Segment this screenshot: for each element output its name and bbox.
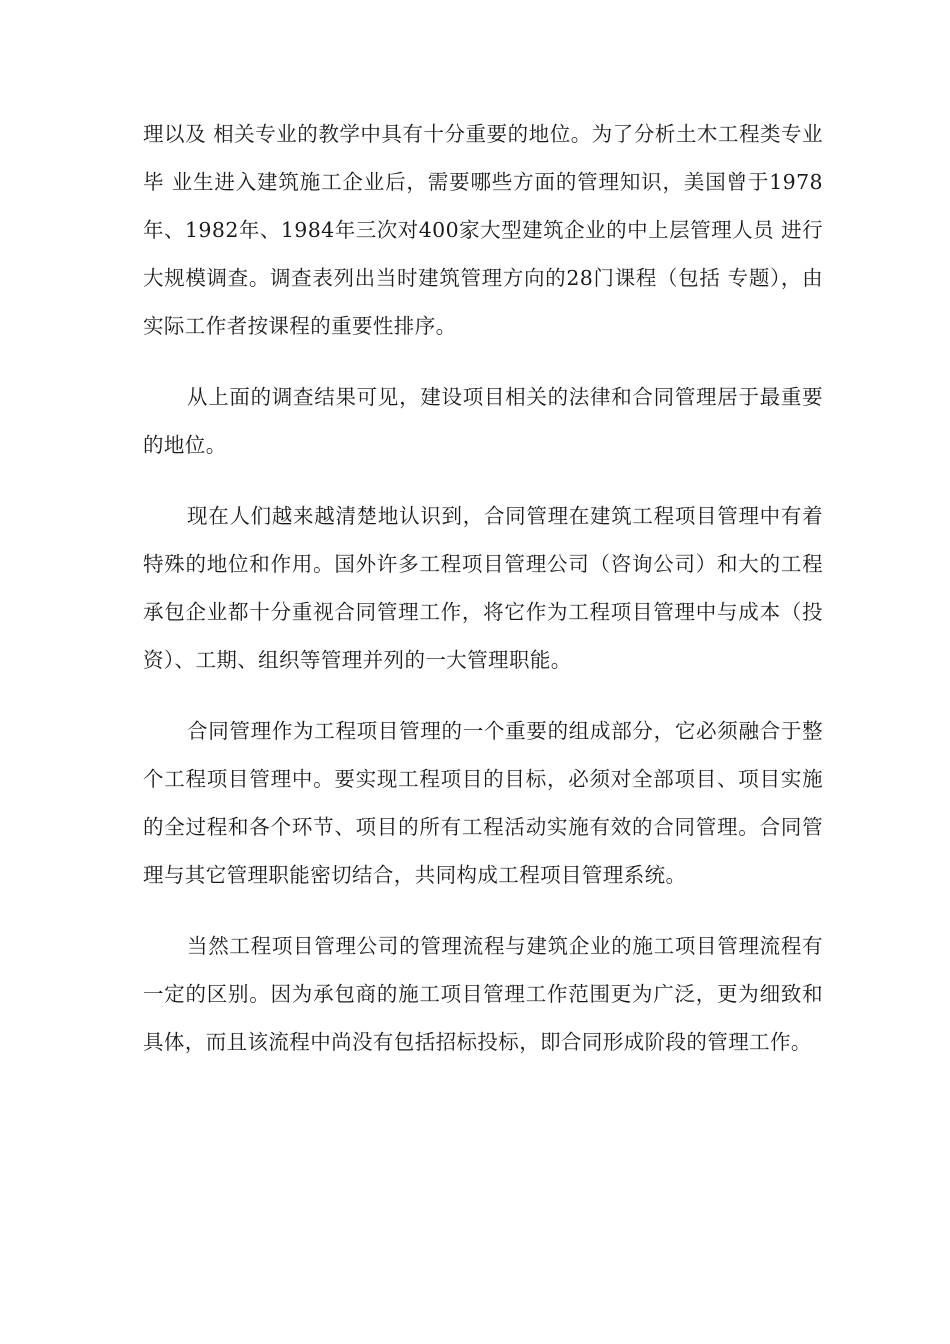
document-body: [143, 110, 823, 1089]
paragraph-3: 现在人们越来越清楚地认识到，合同管理在建筑工程项目管理中有着特殊的地位和作用。国外许多工程项目管理公司（咨询公司）和大的工程承包企业都十分重视合同管理工作，将它作为工程项目管理中与成本（投资）、工期、组织等管理并列的一大管理职能。: [143, 504, 823, 672]
paragraph-1: 理以及 相关专业的教学中具有十分重要的地位。为了分析土木工程类专业毕 业生进入建筑施工企业后，需要哪些方面的管理知识，美国曾于1978 年、1982年、1984年三次对400家大型建筑企业的中上层管理人员 进行大规模调查。调查表列出当时建筑管理方向的28门课程（包括 专题），由实际工作者按课程的重要性排序。: [143, 122, 823, 338]
paragraph-2: 从上面的调查结果可见，建设项目相关的法律和合同管理居于最重要的地位。: [143, 385, 823, 457]
paragraph-4: 合同管理作为工程项目管理的一个重要的组成部分，它必须融合于整个工程项目管理中。要实现工程项目的目标，必须对全部项目、项目实施的全过程和各个环节、项目的所有工程活动实施有效的合同管理。合同管理与其它管理职能密切结合，共同构成工程项目管理系统。: [143, 719, 823, 887]
paragraph-5: 当然工程项目管理公司的管理流程与建筑企业的施工项目管理流程有一定的区别。因为承包商的施工项目管理工作范围更为广泛，更为细致和具体，而且该流程中尚没有包括招标投标，即合同形成阶段的管理工作。: [143, 934, 823, 1054]
